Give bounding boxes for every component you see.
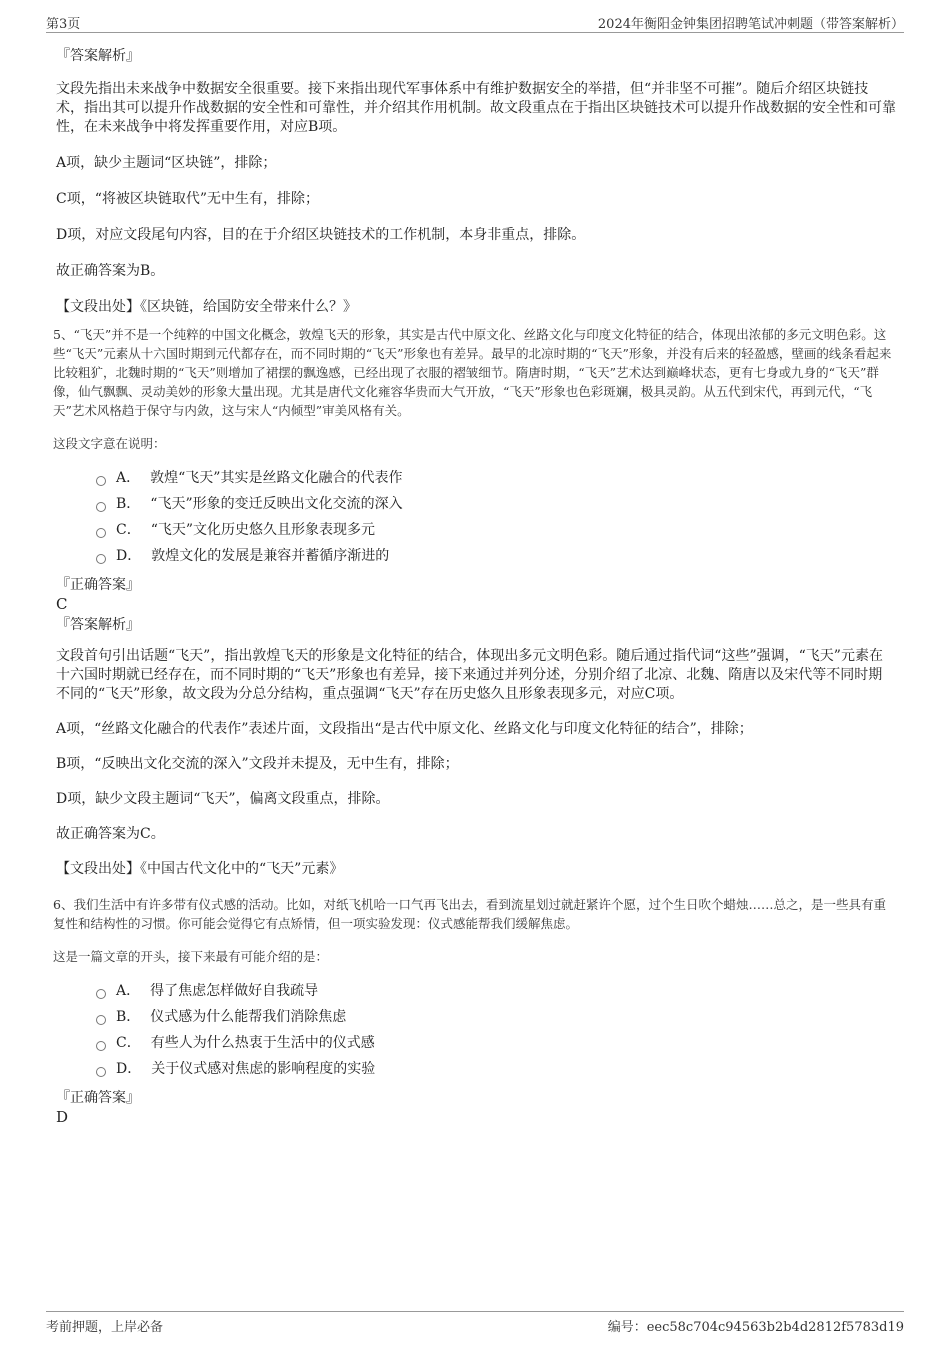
q4-note-d: D项，对应文段尾句内容，目的在于介绍区块链技术的工作机制，本身非重点，排除。 — [56, 227, 586, 243]
q5-answer-label: 『正确答案』 — [56, 577, 140, 593]
q5-question-text: 5、“飞天”并不是一个纯粹的中国文化概念，敦煌飞天的形象，其实是古代中原文化、丝路文化与印度文化特征的结合，体现出浓郁的多元文明色彩。这些“飞天”元素从十六国时期到元代都存在，而不同时期的“飞天”形象也有差异。最早的北凉时期的“飞天”形象，并没有后来的轻盈感，壁画的线条看起来比较粗犷，北魏时期的“飞天”则增加了裙摆的飘逸感，已经出现了衣服的褶皱细节。隋唐时期，“飞天”艺术达到巅峰状态，更有七身或九身的“飞天”群像，仙气飘飘、灵动美妙的形象大量出现。尤其是唐代文化雍容华贵而大气开放，“飞天”形象也色彩斑斓，极具灵韵。从五代到宋代，再到元代，“飞天”艺术风格趋于保守与内敛，这与宋人“内倾型”审美风格有关。 — [53, 327, 892, 418]
q6-option-a[interactable]: A． 得了焦虑怎样做好自我疏导 — [96, 978, 896, 1004]
radio-icon[interactable] — [96, 476, 106, 486]
footer-slogan: 考前押题，上岸必备 — [46, 1320, 164, 1335]
q5-note-d: D项，缺少文段主题词“飞天”，偏离文段重点，排除。 — [56, 791, 390, 807]
q5-note-a: A项，“丝路文化融合的代表作”表述片面，文段指出“是古代中原文化、丝路文化与印度文化特征的结合”，排除； — [56, 721, 753, 737]
document-code: 编号：eec58c704c94563b2b4d2812f5783d19 — [607, 1320, 904, 1335]
q5-analysis-label: 『答案解析』 — [56, 617, 140, 633]
radio-icon[interactable] — [96, 554, 106, 564]
page-footer — [46, 1311, 904, 1338]
q5-option-b[interactable]: B． “飞天”形象的变迁反映出文化交流的深入 — [96, 491, 896, 517]
q5-note-b: B项，“反映出文化交流的深入”文段并未提及，无中生有，排除； — [56, 756, 459, 772]
q6-answer-label: 『正确答案』 — [56, 1090, 140, 1106]
radio-icon[interactable] — [96, 528, 106, 538]
page-number: 第3页 — [46, 17, 81, 32]
q5-option-c[interactable]: C． “飞天”文化历史悠久且形象表现多元 — [96, 517, 896, 543]
q4-conclusion: 故正确答案为B。 — [56, 263, 165, 279]
radio-icon[interactable] — [96, 989, 106, 999]
q5-answer: C — [56, 595, 68, 613]
q5-prompt: 这段文字意在说明： — [53, 436, 166, 451]
q6-option-c[interactable]: C． 有些人为什么热衷于生活中的仪式感 — [96, 1030, 896, 1056]
q6-option-b[interactable]: B． 仪式感为什么能帮我们消除焦虑 — [96, 1004, 896, 1030]
page-header — [46, 10, 904, 33]
q4-note-a: A项，缺少主题词“区块链”，排除； — [56, 155, 277, 171]
q4-analysis-label: 『答案解析』 — [56, 48, 140, 64]
q5-analysis: 文段首句引出话题“飞天”，指出敦煌飞天的形象是文化特征的结合，体现出多元文明色彩。随后通过指代词“这些”强调，“飞天”元素在十六国时期就已经存在，而不同时期的“飞天”形象也有差异，接下来通过并列分述，分别介绍了北凉、北魏、隋唐以及宋代等不同时期不同的“飞天”形象，故文段为分总分结构，重点强调“飞天”存在历史悠久且形象表现多元，对应C项。 — [56, 648, 883, 702]
q6-answer: D — [56, 1108, 69, 1126]
q5-option-d[interactable]: D． 敦煌文化的发展是兼容并蓄循序渐进的 — [96, 543, 896, 569]
q4-source: 【文段出处】《区块链，给国防安全带来什么？》 — [56, 299, 357, 315]
radio-icon[interactable] — [96, 1067, 106, 1077]
q5-source: 【文段出处】《中国古代文化中的“飞天”元素》 — [56, 861, 344, 877]
q6-option-d[interactable]: D． 关于仪式感对焦虑的影响程度的实验 — [96, 1056, 896, 1082]
q5-conclusion: 故正确答案为C。 — [56, 826, 165, 842]
document-title: 2024年衡阳金钟集团招聘笔试冲刺题（带答案解析） — [597, 17, 904, 32]
q5-option-a[interactable]: A． 敦煌“飞天”其实是丝路文化融合的代表作 — [96, 465, 896, 491]
q4-analysis: 文段先指出未来战争中数据安全很重要。接下来指出现代军事体系中有维护数据安全的举措，但“并非坚不可摧”。随后介绍区块链技术，指出其可以提升作战数据的安全性和可靠性，并介绍其作用机制。故文段重点在于指出区块链技术可以提升作战数据的安全性和可靠性，在未来战争中将发挥重要作用，对应B项。 — [56, 81, 896, 135]
q6-options — [56, 978, 896, 1082]
q6-prompt: 这是一篇文章的开头，接下来最有可能介绍的是： — [53, 949, 329, 964]
radio-icon[interactable] — [96, 1041, 106, 1051]
q6-question-text: 6、我们生活中有许多带有仪式感的活动。比如，对纸飞机哈一口气再飞出去，看到流星划过就赶紧许个愿，过个生日吹个蜡烛……总之，是一些具有重复性和结构性的习惯。你可能会觉得它有点矫情，但一项实验发现：仪式感能帮我们缓解焦虑。 — [53, 897, 886, 931]
radio-icon[interactable] — [96, 502, 106, 512]
q5-options — [56, 465, 896, 569]
page-content — [53, 46, 896, 1126]
q4-note-c: C项，“将被区块链取代”无中生有，排除； — [56, 191, 320, 207]
radio-icon[interactable] — [96, 1015, 106, 1025]
